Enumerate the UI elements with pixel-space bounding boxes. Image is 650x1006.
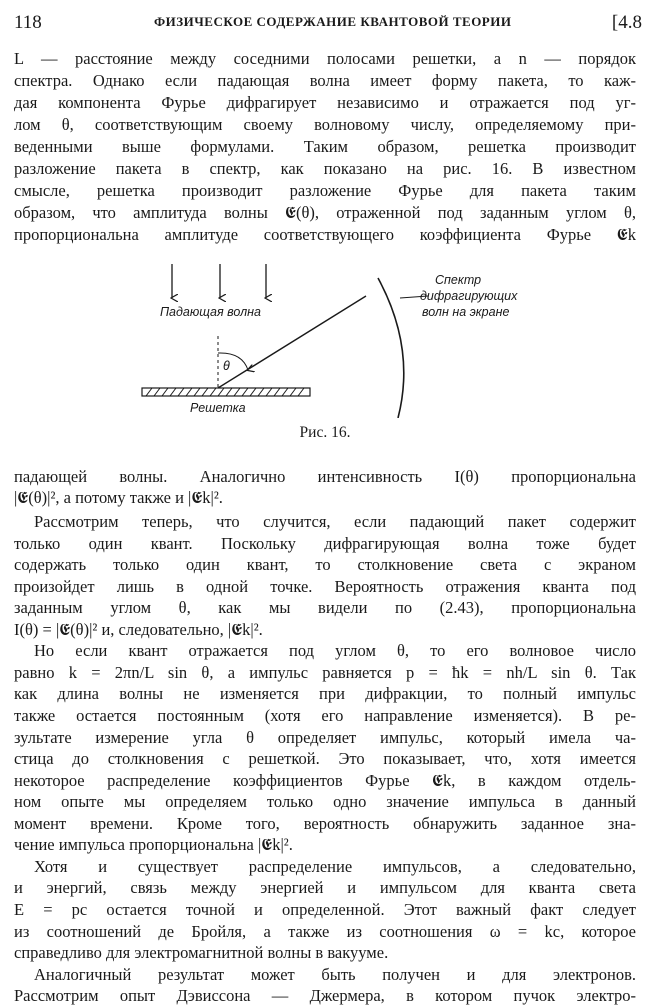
text-line: Аналогичный результат может быть получен и для электронов. xyxy=(34,964,636,984)
text-line: смысле, решетка производит разложение Фурье для пакета таким xyxy=(14,181,636,200)
text-line: разложение пакета в спектр, как показано на рис. 16. В известном xyxy=(14,159,636,178)
incident-wave-label: Падающая волна xyxy=(160,305,261,319)
text-line: как длина волны не изменяется при дифракции, то полный импульс xyxy=(14,684,636,704)
text-line: Хотя и существует распределение импульсов, а следовательно, xyxy=(34,856,636,876)
page-header xyxy=(14,12,642,36)
theta-label: θ xyxy=(223,359,230,373)
text-line: пропорциональна амплитуде соответствующего коэффициента Фурье 𝕰k xyxy=(14,225,636,244)
text-line: также остается постоянным (хотя его направление изменяется). В ре- xyxy=(14,705,636,725)
text-line: стица до столкновения с решеткой. Это показывает, что, хотя имеется xyxy=(14,749,636,769)
text-line: из соотношений де Бройля, а также из соотношения ω = kc, которое xyxy=(14,921,636,941)
text-line: E = pc остается точной и определенной. Этот важный факт следует xyxy=(14,900,636,919)
text-line: справедливо для электромагнитной волны в вакууме. xyxy=(14,943,389,963)
text-line: заданным углом θ, как мы видели по (2.43), пропорциональна xyxy=(14,598,636,618)
text-line: Рассмотрим теперь, что случится, если падающий пакет содержит xyxy=(34,511,636,531)
text-line: равно k = 2πn/L sin θ, а импульс равняется p = ħk = nh/L sin θ. Так xyxy=(14,662,636,682)
spectrum-label: волн на экране xyxy=(422,305,510,319)
figure-caption: Рис. 16. xyxy=(299,424,351,441)
figure-diffraction-grating xyxy=(130,258,530,418)
text-line: чение импульса пропорциональна |𝕰k|². xyxy=(14,835,293,855)
text-line: момент времени. Кроме того, вероятность обнаружить заданное зна- xyxy=(14,813,636,833)
text-line: лом θ, соответствующим своему волновому числу, определяемому при- xyxy=(14,115,636,134)
grating-label: Решетка xyxy=(190,401,246,415)
text-line: L — расстояние между соседними полосами решетки, а n — порядок xyxy=(14,49,636,68)
text-line: содержать только один квант, то столкновение света с экраном xyxy=(14,555,636,575)
text-line: ном опыте мы определяем только одно значение импульса в данный xyxy=(14,792,636,812)
running-title: ФИЗИЧЕСКОЕ СОДЕРЖАНИЕ КВАНТОВОЙ ТЕОРИИ xyxy=(154,14,512,29)
text-line: Но если квант отражается под углом θ, то его волновое число xyxy=(34,641,636,661)
text-line: дая компонента Фурье дифрагирует независимо и отражается под уг- xyxy=(14,93,636,112)
text-line: веденными выше формулами. Таким образом, решетка производит xyxy=(14,137,636,156)
text-line: зультате измерение угла θ определяет импульс, который имела ча- xyxy=(14,727,636,747)
text-line: Рассмотрим опыт Дэвиссона — Джермера, в котором пучок электро- xyxy=(14,986,636,1006)
spectrum-label: дифрагирующих xyxy=(420,289,518,303)
text-line: образом, что амплитуда волны 𝕰(θ), отраженной под заданным углом θ, xyxy=(14,203,636,222)
text-line: I(θ) = |𝕰(θ)|² и, следовательно, |𝕰k|². xyxy=(14,619,263,639)
grating xyxy=(142,388,310,396)
text-line: падающей волны. Аналогично интенсивность I(θ) пропорциональна xyxy=(14,466,636,486)
text-line: только один квант. Поскольку дифрагирующая волна тоже будет xyxy=(14,533,636,553)
page-number: 118 xyxy=(14,12,42,33)
screen-arc xyxy=(378,278,404,418)
spectrum-label: Спектр xyxy=(435,273,482,287)
text-line: некоторое распределение коэффициентов Фурье 𝕰k, в каждом отдель- xyxy=(14,770,636,790)
section-number: [4.8 xyxy=(611,12,642,33)
text-line: спектра. Однако если падающая волна имеет форму пакета, то каж- xyxy=(14,71,636,90)
text-line: |𝕰(θ)|², а потому также и |𝕰k|². xyxy=(14,488,223,508)
text-line: и энергий, связь между энергией и импульсом для кванта света xyxy=(14,878,636,898)
text-line: произойдет лишь в одной точке. Вероятность отражения кванта под xyxy=(14,576,636,596)
